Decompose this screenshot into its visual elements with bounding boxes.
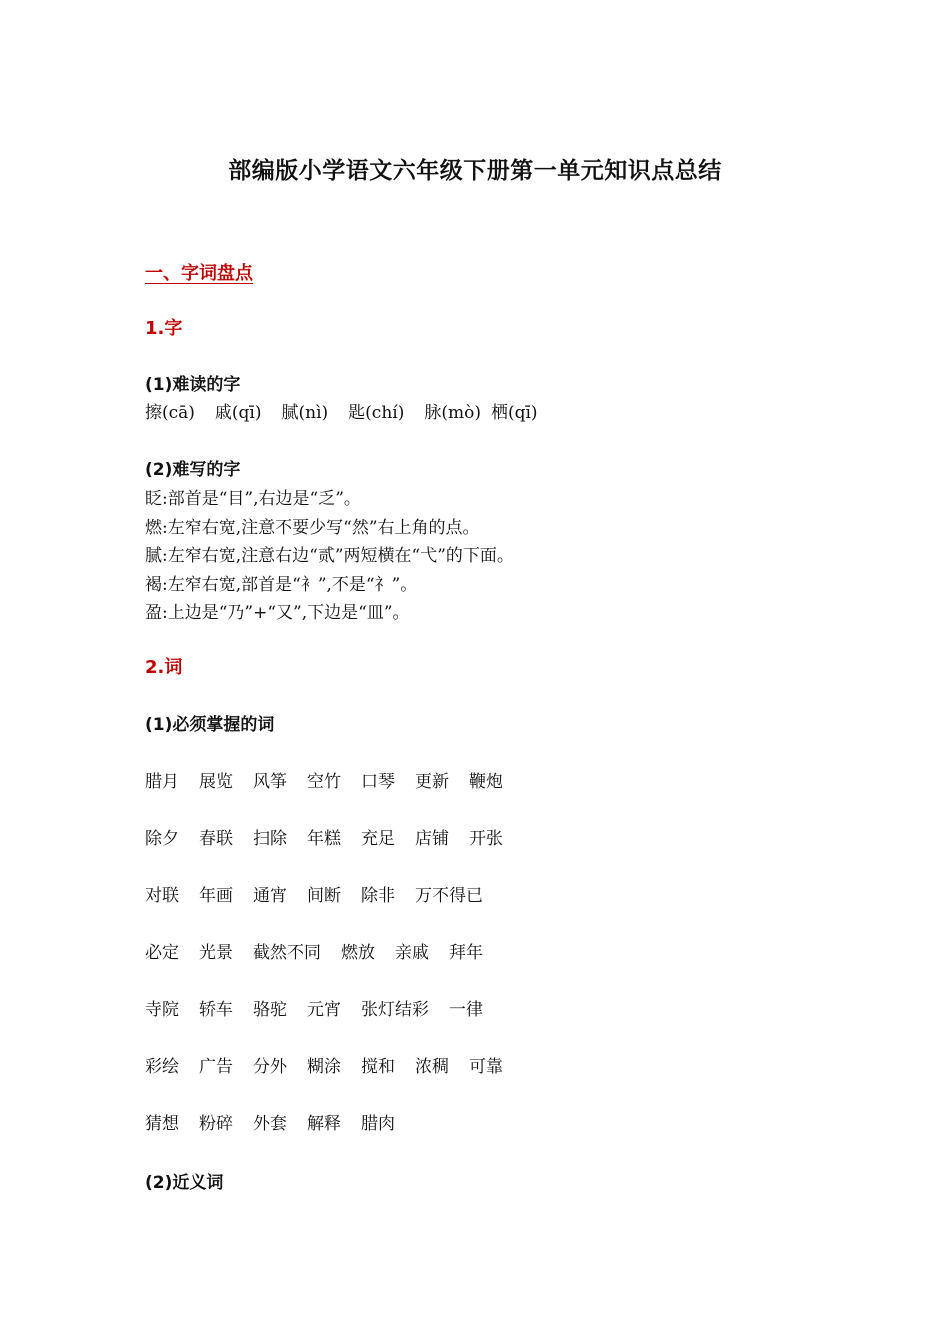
pronunciation-item: 戚(qī) — [214, 403, 262, 423]
vocab-word: 年糕 — [307, 829, 341, 849]
vocab-word: 浓稠 — [415, 1057, 449, 1077]
group-heading-hard-to-write: (2)难写的字 — [145, 460, 241, 480]
word-row — [145, 1109, 415, 1134]
vocab-word: 年画 — [199, 886, 233, 906]
vocab-word: 广告 — [199, 1057, 233, 1077]
vocab-word: 外套 — [253, 1114, 287, 1134]
vocab-word: 更新 — [415, 772, 449, 792]
vocab-word: 搅和 — [361, 1057, 395, 1077]
hard-to-write-line: 腻:左窄右宽,注意右边“贰”两短横在“弋”的下面。 — [145, 546, 514, 566]
pronunciation-item: 腻(nì) — [281, 403, 329, 423]
vocab-word: 腊月 — [145, 772, 179, 792]
word-row — [145, 824, 523, 849]
vocab-word: 光景 — [199, 943, 233, 963]
vocab-word: 展览 — [199, 772, 233, 792]
group-heading-must-master: (1)必须掌握的词 — [145, 715, 275, 735]
vocab-word: 间断 — [307, 886, 341, 906]
word-row — [145, 938, 503, 963]
vocab-word: 张灯结彩 — [361, 1000, 429, 1020]
vocab-word: 拜年 — [449, 943, 483, 963]
vocab-word: 粉碎 — [199, 1114, 233, 1134]
vocab-word: 对联 — [145, 886, 179, 906]
vocab-word: 猜想 — [145, 1114, 179, 1134]
vocab-word: 开张 — [469, 829, 503, 849]
vocab-word: 轿车 — [199, 1000, 233, 1020]
word-row — [145, 995, 503, 1020]
vocab-word: 糊涂 — [307, 1057, 341, 1077]
vocab-word: 骆驼 — [253, 1000, 287, 1020]
word-row — [145, 1052, 523, 1077]
hard-to-write-line: 盈:上边是“乃”+“又”,下边是“皿”。 — [145, 603, 410, 623]
hard-to-write-line: 褐:左窄右宽,部首是“衤”,不是“礻”。 — [145, 575, 418, 595]
vocab-word: 分外 — [253, 1057, 287, 1077]
vocab-word: 腊肉 — [361, 1114, 395, 1134]
vocab-word: 除非 — [361, 886, 395, 906]
section-heading-word-review: 一、字词盘点 — [145, 263, 253, 284]
word-row — [145, 767, 523, 792]
vocab-word: 一律 — [449, 1000, 483, 1020]
group-heading-hard-to-read: (1)难读的字 — [145, 375, 241, 395]
vocab-word: 必定 — [145, 943, 179, 963]
vocab-word: 万不得已 — [415, 886, 483, 906]
vocab-word: 截然不同 — [253, 943, 321, 963]
group-heading-synonyms: (2)近义词 — [145, 1173, 224, 1193]
subsection-heading-words: 2.词 — [145, 657, 183, 678]
vocab-word: 可靠 — [469, 1057, 503, 1077]
vocab-word: 通宵 — [253, 886, 287, 906]
vocab-word: 风筝 — [253, 772, 287, 792]
vocab-word: 元宵 — [307, 1000, 341, 1020]
vocab-word: 亲戚 — [395, 943, 429, 963]
word-row — [145, 881, 503, 906]
pronunciation-item: 匙(chí) — [348, 403, 405, 423]
vocab-word: 空竹 — [307, 772, 341, 792]
vocab-word: 扫除 — [253, 829, 287, 849]
vocab-word: 寺院 — [145, 1000, 179, 1020]
vocab-word: 春联 — [199, 829, 233, 849]
subsection-heading-characters: 1.字 — [145, 318, 183, 339]
vocab-word: 除夕 — [145, 829, 179, 849]
vocab-word: 燃放 — [341, 943, 375, 963]
vocab-word: 口琴 — [361, 772, 395, 792]
vocab-word: 鞭炮 — [469, 772, 503, 792]
vocab-word: 店铺 — [415, 829, 449, 849]
pronunciation-item: 脉(mò) — [424, 403, 481, 423]
pronunciation-item: 擦(cā) — [145, 403, 195, 423]
hard-to-write-line: 燃:左窄右宽,注意不要少写“然”右上角的点。 — [145, 518, 480, 538]
vocab-word: 充足 — [361, 829, 395, 849]
hard-to-read-list — [145, 398, 558, 423]
vocab-word: 彩绘 — [145, 1057, 179, 1077]
pronunciation-item: 栖(qī) — [490, 403, 538, 423]
vocab-word: 解释 — [307, 1114, 341, 1134]
hard-to-write-line: 眨:部首是“目”,右边是“乏”。 — [145, 489, 361, 509]
page-title: 部编版小学语文六年级下册第一单元知识点总结 — [228, 158, 722, 184]
